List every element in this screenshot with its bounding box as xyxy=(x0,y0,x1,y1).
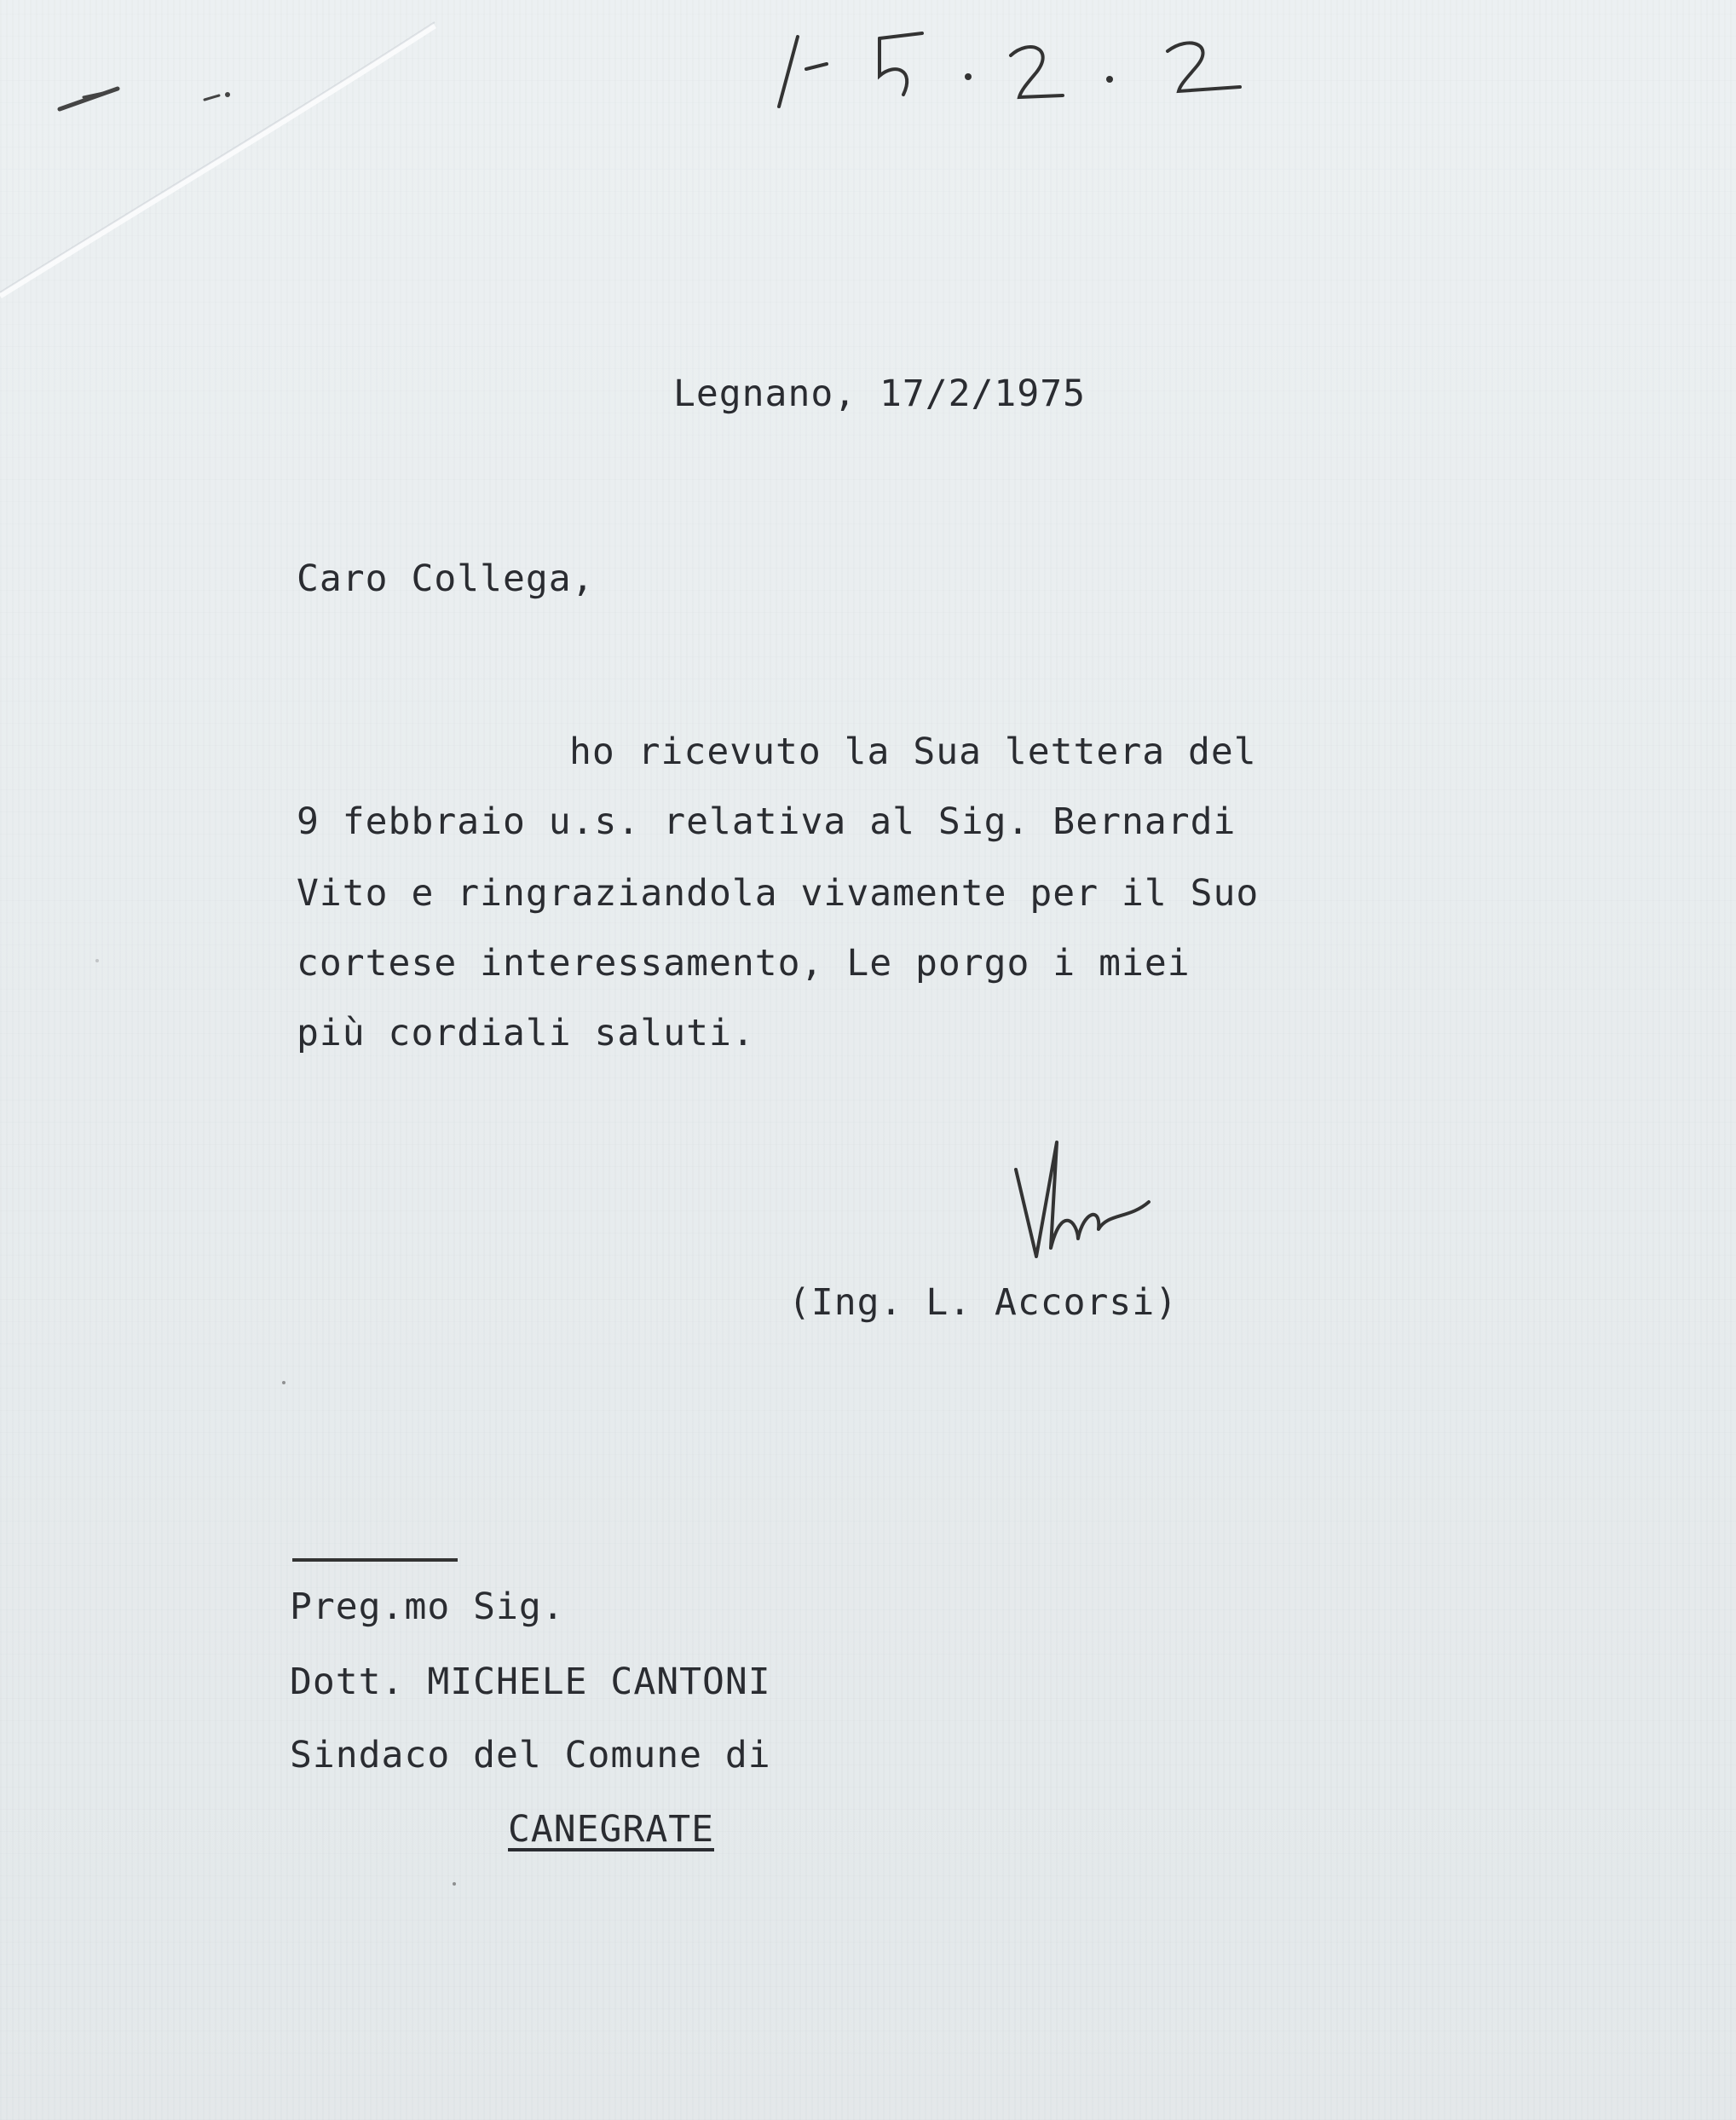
paper-speck xyxy=(95,959,99,962)
recipient-title: Preg.mo Sig. xyxy=(290,1586,565,1628)
signatory-name: (Ing. L. Accorsi) xyxy=(788,1281,1179,1324)
body-line-4: cortese interessamento, Le porgo i miei xyxy=(297,942,1191,985)
archive-handwritten-mark xyxy=(767,13,1244,128)
recipient-name: Dott. MICHELE CANTONI xyxy=(290,1661,771,1703)
paper-speck xyxy=(282,1381,285,1384)
recipient-office: Sindaco del Comune di xyxy=(290,1734,771,1776)
paper-speck xyxy=(453,1882,456,1886)
address-rule xyxy=(292,1558,458,1562)
body-line-1: ho ricevuto la Sua lettera del xyxy=(569,731,1257,773)
body-line-2: 9 febbraio u.s. relativa al Sig. Bernardi xyxy=(297,800,1237,843)
salutation: Caro Collega, xyxy=(297,557,595,600)
body-line-3: Vito e ringraziandola vivamente per il Suo xyxy=(297,872,1260,915)
pencil-marks xyxy=(51,68,273,128)
recipient-town: CANEGRATE xyxy=(508,1808,714,1851)
body-line-5: più cordiali saluti. xyxy=(297,1012,755,1054)
place-date: Legnano, 17/2/1975 xyxy=(673,373,1086,415)
handwritten-signature xyxy=(997,1135,1159,1285)
